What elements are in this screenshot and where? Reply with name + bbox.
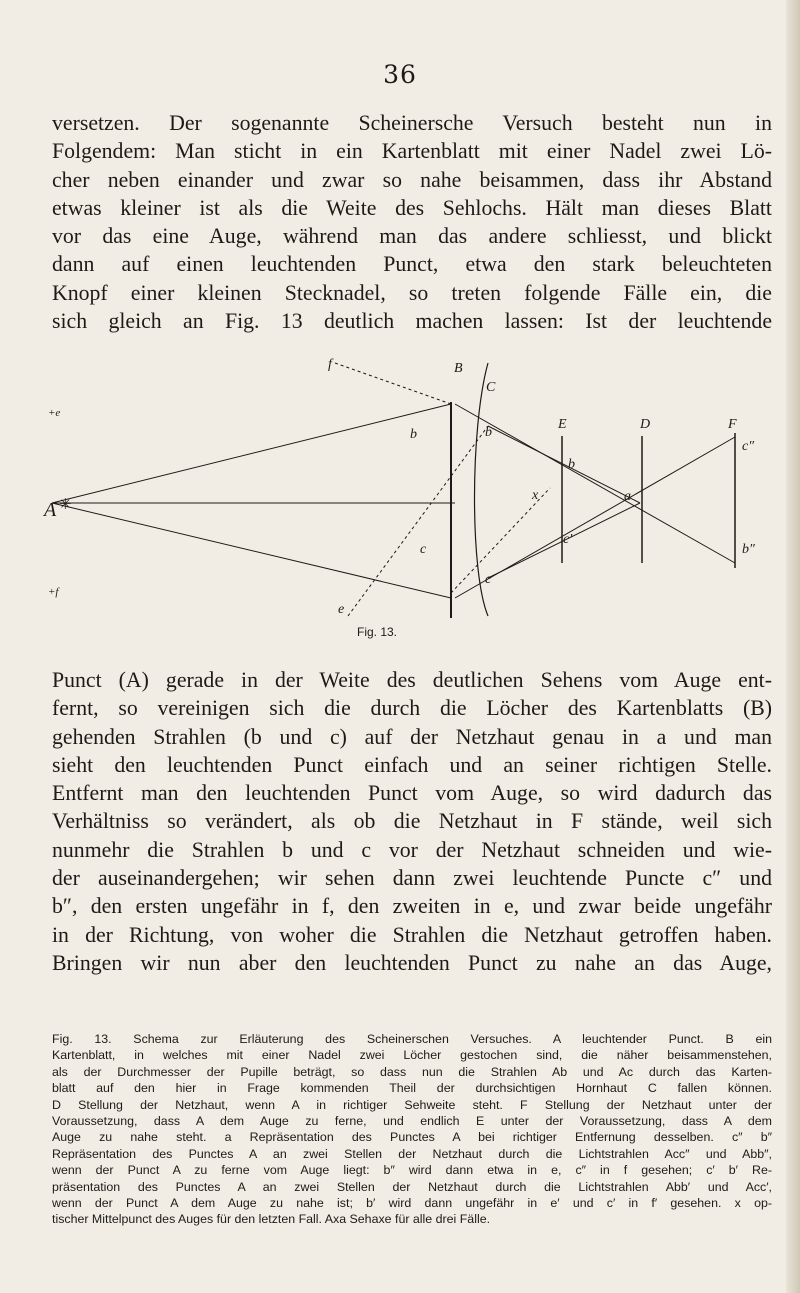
- text-line: versetzen. Der sogenannte Scheinersche Versuch besteht nun in: [52, 111, 772, 135]
- caption-line: Fig. 13. Schema zur Erläuterung des Scheinerschen Versuches. A leuchtender Punct. B ein: [52, 1032, 772, 1046]
- label-b-E: b: [568, 457, 575, 472]
- text-line: fernt, so vereinigen sich die durch die Löcher des Kartenblatts (B): [52, 696, 772, 721]
- caption-line: präsentation des Punctes A an zwei Stellen der Netzhaut durch die Lichtstrahlen Abb′ und Acc′,: [52, 1179, 772, 1194]
- paragraph-2: [52, 666, 772, 977]
- ray-ac: [52, 503, 451, 598]
- caption-line: blatt auf den hier in Frage kommenden Theil der durchsichtigen Hornhaut C fallen können.: [52, 1081, 772, 1096]
- text-line: Entfernt man den leuchtenden Punct vom Auge, so wird dadurch das: [52, 781, 772, 806]
- figure-caption: [52, 1031, 772, 1228]
- label-f-plus: +f: [48, 586, 59, 598]
- ray-ab: [52, 404, 451, 503]
- text-line: sieht den leuchtenden Punct einfach und an seiner richtigen Stelle.: [52, 752, 772, 777]
- dashed-x-ray: [451, 488, 550, 593]
- ray-b-inside: [455, 404, 735, 563]
- label-b-prime: b: [485, 425, 492, 440]
- text-line: der auseinandergehen; wir sehen dann zwei leuchtende Puncte c″ und: [52, 866, 772, 891]
- label-b-dprime: b″: [742, 542, 755, 557]
- text-line: vor das eine Auge, während man das andere schliesst, und blickt: [52, 224, 772, 249]
- dashed-e-ray: [348, 426, 488, 616]
- label-f-top: f: [328, 358, 332, 372]
- text-line: Punct (A) gerade in der Weite des deutlichen Sehens vom Auge ent-: [52, 668, 772, 692]
- text-line: nunmehr die Strahlen b und c vor der Netzhaut schneiden und wie-: [52, 837, 772, 862]
- caption-line: D Stellung der Netzhaut, wenn A in richtiger Sehweite steht. F Stellung der Netzhaut unter der: [52, 1097, 772, 1112]
- caption-line: wenn der Punct A dem Auge zu nahe ist; b′ wird dann ungefähr in e′ und c′ in f′ gesehen. x op-: [52, 1196, 772, 1211]
- text-line: Knopf einer kleinen Stecknadel, so treten folgende Fälle ein, die: [52, 280, 772, 305]
- text-line: cher neben einander und zwar so nahe beisammen, dass ihr Abstand: [52, 167, 772, 192]
- label-e-bottom: e: [338, 602, 345, 617]
- label-b: b: [410, 427, 417, 442]
- scheiner-experiment-figure: [30, 358, 770, 618]
- label-c-dprime: c″: [742, 439, 755, 454]
- text-line: etwas kleiner ist als die Weite des Sehlochs. Hält man dieses Blatt: [52, 195, 772, 220]
- label-E: E: [558, 417, 567, 432]
- page-number: 36: [383, 60, 417, 89]
- label-a: a: [624, 489, 631, 504]
- label-c-lower: c: [420, 542, 427, 557]
- dashed-f-ray: [335, 363, 451, 404]
- label-c-prime: c′: [563, 532, 573, 547]
- caption-line: tischer Mittelpunct des Auges für den letzten Fall. Axa Sehaxe für alle drei Fälle.: [52, 1212, 491, 1227]
- text-line: b″, den ersten ungefähr in f, den zweiten in e, und zwar beide ungefähr: [52, 894, 772, 919]
- figure-label: Fig. 13.: [357, 625, 398, 639]
- optics-diagram: [30, 358, 770, 618]
- ray-b-converge: [488, 426, 640, 503]
- text-line: Verhältniss so verändert, als ob die Netzhaut in F stände, weil sich: [52, 809, 772, 834]
- text-line: in der Richtung, von woher die Strahlen die Netzhaut getroffen haben.: [52, 922, 772, 947]
- label-c-bottom: c: [485, 572, 492, 587]
- light-point-icon: ✳: [59, 497, 72, 513]
- text-line: sich gleich an Fig. 13 deutlich machen lassen: Ist der leuchtende: [52, 309, 772, 334]
- page-edge-shadow: [786, 0, 800, 1293]
- label-D: D: [640, 417, 651, 432]
- text-line: gehenden Strahlen (b und c) auf der Netzhaut genau in a und man: [52, 724, 772, 749]
- caption-line: als der Durchmesser der Pupille beträgt, so dass nun die Strahlen Ab und Ac durch das Karten-: [52, 1064, 772, 1079]
- text-line: dann auf einen leuchtenden Punct, etwa den stark beleuchteten: [52, 252, 772, 277]
- caption-line: Kartenblatt, in welches mit einer Nadel zwei Löcher gestochen sind, die näher beisammenstehen,: [52, 1048, 772, 1063]
- text-line: Bringen wir nun aber den leuchtenden Punct zu nahe an das Auge,: [52, 950, 772, 975]
- caption-line: wenn der Punct A zu ferne vom Auge liegt: b″ wird dann etwa in e, c″ in f gesehen; c′ b′ Re-: [52, 1163, 772, 1178]
- paragraph-1: [52, 109, 772, 335]
- caption-line: Voraussetzung, dass A dem Auge zu ferne, und endlich E unter der Voraussetzung, dass A dem: [52, 1114, 772, 1129]
- text-line: Folgendem: Man sticht in ein Kartenblatt mit einer Nadel zwei Lö-: [52, 139, 772, 164]
- caption-line: Repräsentation des Punctes A an zwei Stellen der Netzhaut durch die Lichtstrahlen Acc″ und Abb″,: [52, 1146, 772, 1161]
- caption-line: Auge zu nahe steht. a Repräsentation des Punctes A bei richtiger Entfernung desselben. c″ b″: [52, 1130, 772, 1145]
- label-e-plus: +e: [48, 407, 61, 419]
- label-x: x: [532, 488, 539, 503]
- label-A: A: [44, 499, 57, 521]
- label-F: F: [728, 417, 737, 432]
- label-B: B: [454, 361, 463, 376]
- label-C-upper: C: [486, 380, 496, 395]
